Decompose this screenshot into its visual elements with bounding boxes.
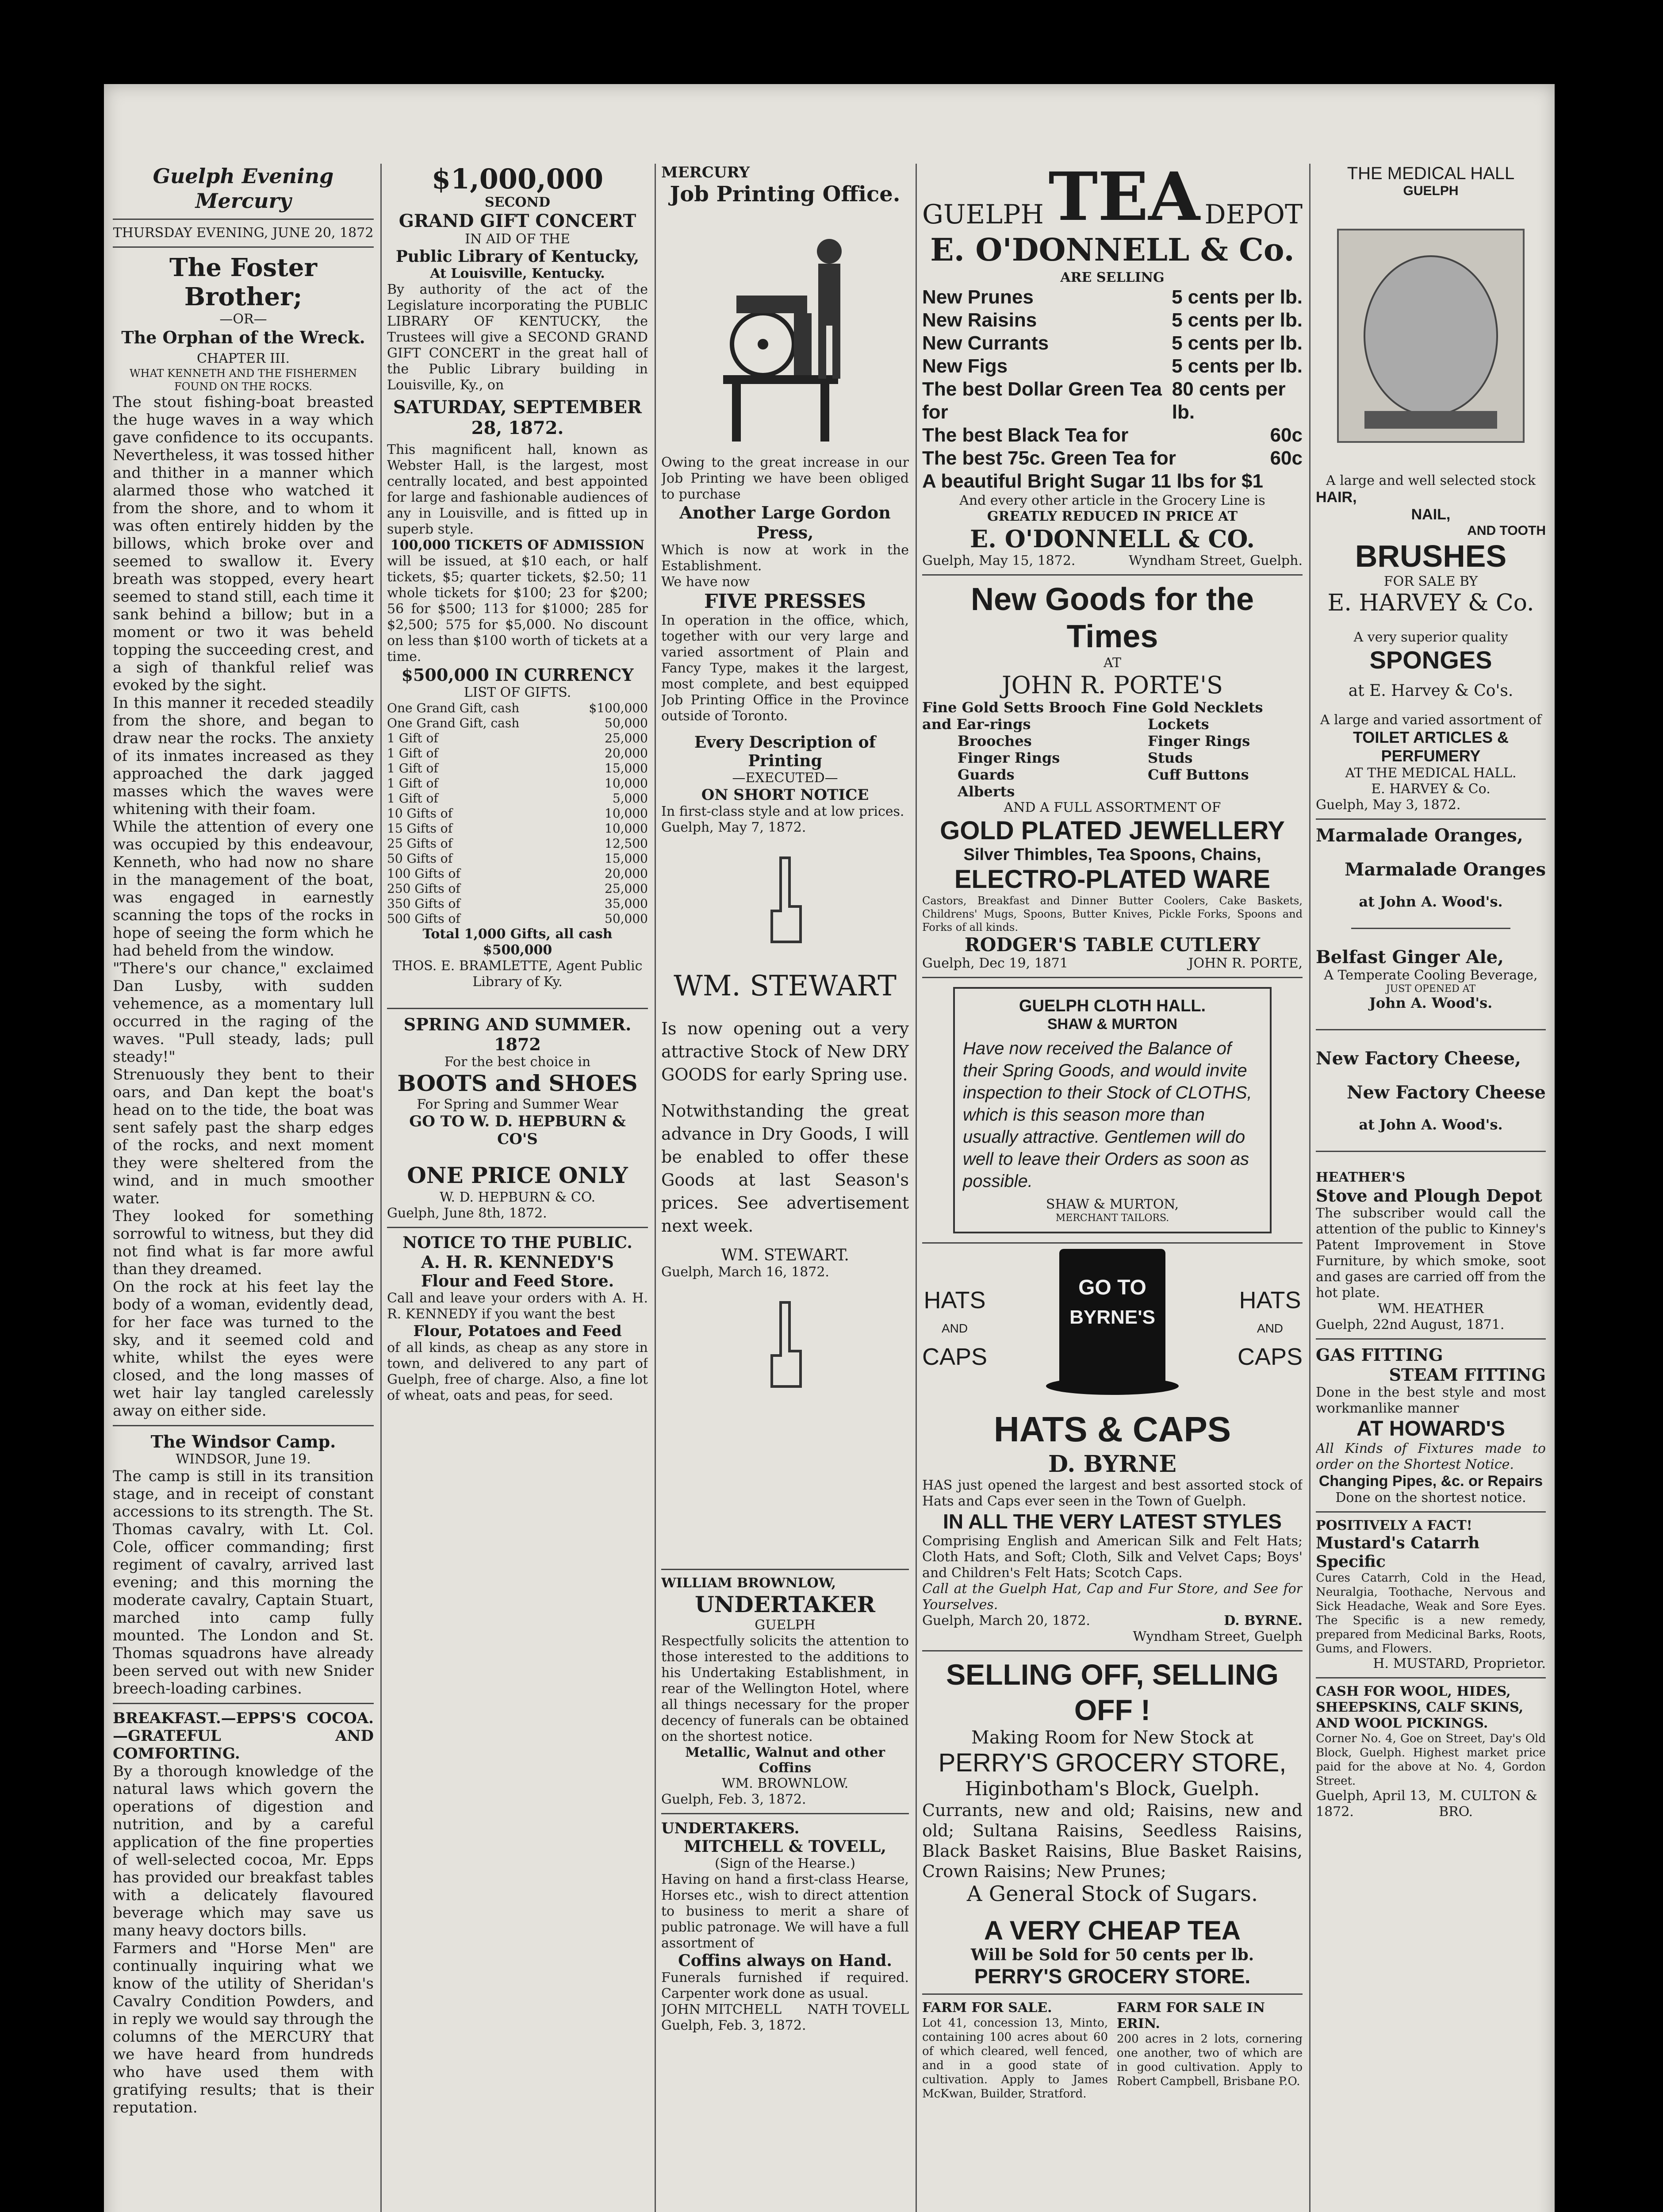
toilet-assortment: A large and varied assortment of [1320,712,1542,728]
tickets-title: 100,000 TICKETS OF ADMISSION [390,538,645,553]
story-paragraph: They looked for something sorrowful to witness, but they did not find what is far more awful than they dreamed. [113,1207,374,1278]
price-item: New Raisins [922,309,1037,331]
cocoa-text: By a thorough knowledge of the natural laws which govern the operations of digestion and nutrition, and by a careful application of the fine properties of well-selected cocoa, Mr. Epps has provided our breakfast tables with a delicately flavoured beverage which may save us many heavy doctors bills. [113,1763,374,1939]
hats-word: HATS [1239,1287,1301,1313]
price-row [922,332,1303,355]
gift-value: 50,000 [605,911,648,926]
assortment-label: AND A FULL ASSORTMENT OF [1004,800,1221,815]
odonnell-date: Guelph, May 15, 1872. [922,553,1076,568]
rodger-heading: RODGER'S TABLE CUTLERY [964,934,1261,956]
jewellery-item: Alberts [958,783,1015,800]
farm-2-text: 200 acres in 2 lots, cornering one another, two of which are in good cultivation. Apply to Robert Campbell, Brisbane P.O. [1117,2032,1303,2088]
price-row [922,447,1303,470]
harvey-signature: E. HARVEY & Co. [1371,781,1491,797]
gifts-title: LIST OF GIFTS. [464,685,571,700]
concert-second: SECOND [485,195,550,210]
mitchell-heading: MITCHELL & TOVELL, [684,1837,886,1856]
currency-heading: $500,000 IN CURRENCY [401,665,634,685]
price-row [922,286,1303,309]
odonnell-footer [922,553,1303,569]
just-opened: JUST OPENED AT [1386,983,1476,995]
five-presses-heading: FIVE PRESSES [704,590,866,613]
concert-amount: $1,000,000 [431,164,604,195]
silver-heading: Silver Thimbles, Tea Spoons, Chains, [963,845,1261,864]
gold-plated-heading: GOLD PLATED JEWELLERY [940,816,1285,845]
price-item: The best Dollar Green Tea for [922,378,1162,423]
hearse-sign: (Sign of the Hearse.) [715,1856,855,1871]
brushes-heading: BRUSHES [1355,539,1507,573]
column-rule [1309,164,1310,2212]
and-word: AND [941,1321,968,1335]
horse-powders-text: Farmers and "Horse Men" are continually inquiring what we know of the utility of Sheridan's Cavalry Condition Powders, and in reply we would say through the columns of the MERCURY that we have heard from hundreds who have used them with gratifying results; that is their reputation. [113,1939,374,2116]
mitchell-signatures [661,2002,909,2018]
selling-off-heading: SELLING OFF, SELLING OFF ! [946,1658,1279,1726]
price-value: 60c [1270,447,1303,469]
every-other: And every other article in the Grocery Line is [959,493,1265,508]
price-item: New Prunes [922,286,1034,308]
shaw-text: Have now received the Balance of their Spring Goods, and would invite inspection to their Stock of CLOTHS, which is this season more than usually attractive. Gentlemen will do well to leave their Orders as soon as possible. [963,1039,1252,1191]
marmalade-heading: Marmalade Oranges, [1316,825,1523,846]
harvey-date: Guelph, May 3, 1872. [1316,797,1461,813]
tea-depot: DEPOT [1204,199,1303,230]
gift-row [387,731,648,746]
price-list [922,286,1303,493]
gift-label: 1 Gift of [387,731,438,745]
mustard-heading: Mustard's Catarrh Specific [1316,1534,1480,1571]
gift-label: 250 Gifts of [387,881,460,896]
farm-ad-2 [1117,2000,1303,2101]
stove-text: The subscriber would call the attention of the public to Kinney's Patent Improvement in Stove Furniture, by which smoke, soot and gases are carried off from the hot plate. [1316,1206,1546,1301]
concert-location: At Louisville, Kentucky. [430,266,605,281]
column-4 [922,164,1303,2101]
ginger-sub: A Temperate Cooling Beverage, [1324,968,1538,983]
gift-row [387,761,648,776]
gift-value: 25,000 [605,731,648,745]
price-item: The best 75c. Green Tea for [922,447,1176,469]
gift-row [387,791,648,806]
general-sugars: A General Stock of Sugars. [966,1882,1258,1906]
odonnell-heading-2: E. O'DONNELL & CO. [969,525,1255,553]
column-rule [380,164,382,2212]
howards-heading: AT HOWARD'S [1356,1417,1505,1440]
cash-footer [1316,1788,1546,1820]
electro-text: Castors, Breakfast and Dinner Butter Coolers, Cake Baskets, Childrens' Mugs, Spoons, Butter Knives, Pickle Forks, Spoons and Forks of all kinds. [922,895,1303,933]
cloth-hall-box [953,987,1272,1233]
sponges-heading: SPONGES [1369,646,1492,674]
porte-date: Guelph, Dec 19, 1871 [922,956,1068,971]
printing-press-illustration [705,216,865,446]
story-subtitle: The Orphan of the Wreck. [121,327,365,347]
latest-styles: IN ALL THE VERY LATEST STYLES [943,1510,1282,1533]
gift-row [387,701,648,716]
concert-agent: THOS. E. BRAMLETTE, Agent Public Library of Ky. [392,958,643,990]
gordon-press-heading: Another Large Gordon Press, [679,503,891,542]
odonnell-address: Wyndham Street, Guelph. [1128,553,1303,568]
five-presses-text: In operation in the office, which, together with our very large and varied assortment of Plain and Fancy Type, makes it the largest, most complete, and best equipped Job Printing Office in the Province outside of Toronto. [661,613,909,724]
funerals-text: Funerals furnished if required. Carpenter work done as usual. [661,1970,909,2001]
brushes-caption: A large and well selected stock [1326,473,1536,488]
heather-date: Guelph, 22nd August, 1871. [1316,1317,1505,1333]
farm-ad-1 [922,2000,1108,2101]
spring-year: 1872 [494,1034,541,1054]
price-value: 60c [1270,424,1303,446]
porte-list-right [1112,699,1303,800]
one-price-heading: ONE PRICE ONLY [407,1162,628,1188]
gift-row [387,746,648,761]
perry-heading: PERRY'S GROCERY STORE, [938,1748,1287,1777]
job-date: Guelph, May 7, 1872. [661,820,806,835]
job-printing-heading: Job Printing Office. [670,182,900,207]
coffins-heading: Coffins always on Hand. [678,1951,892,1970]
boots-sub: For Spring and Summer Wear [417,1097,618,1112]
byrne-signature: D. BYRNE. [1224,1613,1303,1628]
price-value: 5 cents per lb. [1172,309,1303,331]
gift-value: 35,000 [605,896,648,911]
gift-row [387,716,648,731]
shaw-signature: SHAW & MURTON, [1046,1197,1179,1212]
gift-value: 10,000 [605,776,648,791]
cheese-heading-2: New Factory Cheese [1346,1082,1546,1103]
price-value: 80 cents per lb. [1172,378,1286,423]
marmalade-heading-2: Marmalade Oranges [1345,859,1546,880]
nail-label: NAIL, [1411,506,1451,523]
hats-word: HATS [923,1287,986,1313]
shaw-heading: SHAW & MURTON [1047,1016,1178,1033]
medical-guelph: GUELPH [1403,184,1459,198]
steam-fitting: STEAM FITTING [1389,1365,1546,1385]
odonnell-heading: E. O'DONNELL & Co. [930,231,1295,268]
notice-heading: NOTICE TO THE PUBLIC. [402,1233,632,1252]
porte-signature: JOHN R. PORTE, [1188,956,1303,971]
kennedy-text: Call and leave your orders with A. H. R. KENNEDY if you want the best [387,1290,648,1322]
gift-label: 100 Gifts of [387,866,460,881]
hair-label: HAIR, [1316,489,1357,506]
porte-heading: JOHN R. PORTE'S [1001,671,1223,699]
byrne-heading: D. BYRNE [1048,1451,1176,1478]
undertaker-guelph: GUELPH [755,1617,816,1633]
cheese-heading: New Factory Cheese, [1316,1048,1521,1069]
concert-title: GRAND GIFT CONCERT [399,211,636,231]
price-item: A beautiful Bright Sugar 11 lbs for $1 [922,470,1263,492]
story-paragraph: Strenuously they bent to their oars, and Dan kept the boat's head on to the tide, the boat was sent safely past the sharp edges of the rocks, and next moment they were sheltered from the wind, and in much smoother water. [113,1066,374,1207]
jewellery-item: Brooches [958,733,1032,749]
hats-left [922,1286,987,1371]
farm-2-title: FARM FOR SALE IN ERIN. [1117,2000,1265,2032]
column-2 [387,164,648,1404]
jewellery-item: Finger Rings [1148,733,1250,749]
gas-fitting: GAS FITTING [1316,1345,1443,1365]
mustard-text: Cures Catarrh, Cold in the Head, Neuralgia, Toothache, Nervous and Sick Headache, Weak and Sore Eyes. The Specific is a new remedy, prepared from Medicinal Barks, Roots, Gums, and Flowers. [1316,1571,1546,1655]
byrne-address: Wyndham Street, Guelph [1133,1629,1303,1644]
metallic-coffins: Metallic, Walnut and other Coffins [685,1745,885,1776]
heather-signature: WM. HEATHER [1378,1301,1484,1317]
undertaker-date: Guelph, Feb. 3, 1872. [661,1792,806,1807]
concert-authority: By authority of the act of the Legislature incorporating the PUBLIC LIBRARY OF KENTUCKY, the Trustees will give a SECOND GRAND GIFT CONCERT in the great hall of the Public Library building in Louisville, Ky., on [387,282,648,393]
farm-1-title: FARM FOR SALE. [922,2000,1052,2016]
toilet-sub: AT THE MEDICAL HALL. [1345,765,1517,781]
camp-title: The Windsor Camp. [150,1432,336,1452]
stewart-text-2: Notwithstanding the great advance in Dry Goods, I will be enabled to offer these Goods at last Season's prices. See advertisement next week. [661,1101,909,1236]
cash-date: Guelph, April 13, 1872. [1316,1788,1431,1820]
gift-value: 15,000 [605,761,648,776]
mercury-label: MERCURY [661,164,750,181]
cocoa-title: BREAKFAST.—EPPS'S COCOA.—GRATEFUL AND COMFORTING. [113,1709,374,1763]
at-harvey: at E. Harvey & Co's. [1348,682,1514,700]
gift-value: 50,000 [605,716,648,730]
gift-value: $100,000 [589,701,648,715]
harvey-heading: E. HARVEY & Co. [1327,590,1534,616]
column-5 [1316,164,1546,1820]
caps-word: CAPS [922,1344,988,1370]
superior-label: A very superior quality [1353,630,1508,645]
price-item: New Currants [922,332,1049,354]
hats-banner [922,1249,1303,1408]
kennedy-heading: A. H. R. KENNEDY'S [421,1252,614,1272]
cash-signature: M. CULTON & BRO. [1439,1788,1537,1820]
undertakers-heading: UNDERTAKERS. [661,1820,800,1837]
price-row [922,424,1303,447]
stewart-date: Guelph, March 16, 1872. [661,1264,829,1280]
electro-heading: ELECTRO-PLATED WARE [954,865,1271,894]
heather-label: HEATHER'S [1316,1170,1406,1185]
gift-label: 500 Gifts of [387,911,460,926]
pointing-hand-icon [759,853,812,951]
tea-depot-heading [922,164,1303,236]
concert-aid: IN AID OF THE [465,231,570,247]
brushes-illustration [1320,203,1541,469]
byrne-text-2: Comprising English and American Silk and Felt Hats; Cloth Hats, and Soft; Cloth, Silk and Velvet Caps; Boys' and Children's Felt Hats; Scotch Caps. [922,1533,1303,1581]
gift-value: 20,000 [605,866,648,881]
woods-label: at John A. Wood's. [1359,893,1503,910]
gift-label: One Grand Gift, cash [387,716,520,730]
story-or: —OR— [219,311,267,327]
tooth-label: AND TOOTH [1467,523,1546,538]
gift-label: One Grand Gift, cash [387,701,520,715]
undertaker-heading: UNDERTAKER [695,1591,875,1617]
concert-library: Public Library of Kentucky, [395,247,640,266]
price-value: 5 cents per lb. [1172,286,1303,308]
gifts-total: Total 1,000 Gifts, all cash $500,000 [422,926,613,958]
executed-label: —EXECUTED— [732,770,838,786]
chapter-heading: CHAPTER III. [196,351,290,366]
mitchell-signature: JOHN MITCHELL [661,2002,782,2017]
gift-row [387,896,648,911]
perry-text: Currants, new and old; Raisins, new and old; Sultana Raisins, Seedless Raisins, Black Basket Raisins, Blue Basket Raisins, Crown Raisins; New Prunes; [922,1801,1303,1881]
steam-text: Done in the best style and most workmanlike manner [1316,1385,1546,1416]
for-sale-label: FOR SALE BY [1383,574,1478,589]
gift-row [387,821,648,836]
kennedy-text-2: of all kinds, as cheap as any store in town, and delivered to any part of Guelph, free of charge. Also, a fine lot of wheat, oats and peas, for seed. [387,1340,648,1403]
byrne-date: Guelph, March 20, 1872. [922,1613,1090,1628]
farm-1-text: Lot 41, concession 13, Minto, containing 100 acres about 60 of which cleared, well fenced, and in a good state of cultivation. Apply to James McKwan, Builder, Stratford. [922,2016,1108,2101]
byrne-text: HAS just opened the largest and best assorted stock of Hats and Caps ever seen in the Town of Guelph. [922,1478,1303,1509]
changing-pipes: Changing Pipes, &c. or Repairs [1318,1473,1543,1490]
kennedy-sub: Flour and Feed Store. [421,1272,614,1290]
price-item: The best Black Tea for [922,424,1129,446]
gift-row [387,881,648,896]
camp-dateline: WINDSOR, June 19. [176,1452,311,1467]
story-paragraph: While the attention of every one was occupied by this endeavour, Kenneth, who had now no share in the management of the boat, was engaged in earnestly scanning the tops of the rocks in hope of seeing the form which he had beheld from the window. [113,818,374,960]
shaw-sub: MERCHANT TAILORS. [1055,1213,1169,1224]
positive-fact: POSITIVELY A FACT! [1316,1518,1472,1533]
gift-value: 20,000 [605,746,648,760]
gift-label: 1 Gift of [387,791,438,806]
tickets-text: will be issued, at $10 each, or half tickets, $5; quarter tickets, $2.50; 11 whole tickets for $100; 23 for $200; 56 for $500; 113 for $1000; 285 for $2,500; 575 for $5,000. No discount on less than $100 worth of tickets at a time. [387,553,648,664]
boots-heading: BOOTS and SHOES [397,1070,638,1096]
short-notice-text: In first-class style and at low prices. [661,804,904,819]
concert-date: SATURDAY, SEPTEMBER 28, 1872. [393,397,642,438]
chapter-subtitle: WHAT KENNETH AND THE FISHERMEN FOUND ON THE ROCKS. [129,367,357,393]
column-3 [661,164,909,2034]
and-word: AND [1257,1321,1284,1335]
price-value: 5 cents per lb. [1172,355,1303,377]
gift-label: 1 Gift of [387,746,438,760]
mitchell-date: Guelph, Feb. 3, 1872. [661,2018,806,2033]
woods-label-3: at John A. Wood's. [1359,1116,1503,1133]
story-title: The Foster Brother; [169,253,318,311]
hats-caps-heading: HATS & CAPS [993,1409,1231,1449]
undertaker-text: Respectfully solicits the attention to those interested to the additions to his Undertaking Establishment, in rear of the Wellington Hotel, where all things necessary for the proper decency of funerals can be obtained on the shortest notice. [661,1633,909,1744]
gift-label: 25 Gifts of [387,836,452,851]
press-caption: Owing to the great increase in our Job Printing we have been obliged to purchase [661,455,909,502]
camp-text: The camp is still in its transition stage, and in receipt of constant accessions to its strength. The St. Thomas cavalry, with Lt. Col. Cole, officer commanding; first regiment of cavalry, arrived last evening; and this morning the moderate cavalry, Captain Stuart, marched into camp fully mounted. The London and St. Thomas squadrons have already been served out with new Snider breech-loading carbines. [113,1467,374,1697]
spring-sub: For the best choice in [444,1054,591,1070]
masthead-date: THURSDAY EVENING, JUNE 20, 1872 [113,225,374,241]
jewellery-item: Studs [1148,749,1193,766]
farm-ads [922,2000,1303,2101]
perry-heading-2: PERRY'S GROCERY STORE. [974,1965,1251,1988]
gift-list [387,701,648,926]
gift-row [387,836,648,851]
tea-word: TEA [1048,164,1200,236]
gordon-press-sub: Which is now at work in the Establishment. [661,542,909,574]
gift-label: 350 Gifts of [387,896,460,911]
story-paragraph: On the rock at his feet lay the body of a woman, evidently dead, for her face was turned to the sky, and it seemed cold and white, whilst the eyes were closed, and the long masses of wet hair lay tangled carelessly away on either side. [113,1278,374,1420]
fixtures-text: All Kinds of Fixtures made to order on the Shortest Notice. [1316,1441,1546,1472]
toilet-heading: TOILET ARTICLES & PERFUMERY [1353,728,1509,765]
hepburn-signature: W. D. HEPBURN & CO. [439,1190,596,1205]
porte-footer [922,956,1303,972]
story-paragraph: "There's our chance," exclaimed Dan Lusby, with sudden vehemence, as a momentary lull occurred in the raging of the waves. "Pull steady, lads; pull steady!" [113,960,374,1066]
gift-row [387,851,648,866]
ginger-heading: Belfast Ginger Ale, [1316,947,1504,968]
price-value: 5 cents per lb. [1172,332,1303,354]
price-item: New Figs [922,355,1008,377]
cheap-tea-sub: Will be Sold for 50 cents per lb. [970,1946,1254,1964]
gift-label: 1 Gift of [387,761,438,776]
porte-list-left [922,699,1112,800]
hepburn-heading: GO TO W. D. HEPBURN & CO'S [409,1113,626,1148]
every-description-heading: Every Description of Printing [694,733,876,770]
cash-text: Corner No. 4, Goe on Street, Day's Old Block, Guelph. Highest market price paid for the above at No. 4, Gordon Street. [1316,1732,1546,1788]
top-hat-logo [1046,1249,1179,1408]
higinbotham-block: Higinbotham's Block, Guelph. [965,1778,1260,1800]
odonnell-selling: ARE SELLING [1060,270,1165,285]
stewart-text: Is now opening out a very attractive Stock of New DRY GOODS for early Spring use. [661,1019,909,1084]
price-row [922,355,1303,378]
kennedy-items: Flour, Potatoes and Feed [413,1322,622,1340]
price-row [922,470,1303,493]
medical-hall-heading: THE MEDICAL HALL [1347,164,1515,183]
story-paragraph: In this manner it receded steadily from the shore, and began to draw near the rocks. The anxiety of its inmates increased as they approached the dark jagged masses which the waves were whitening with their foam. [113,694,374,818]
gift-label: 50 Gifts of [387,851,452,866]
masthead-title: Guelph Evening Mercury [153,164,334,213]
porte-lists [922,699,1303,800]
newspaper-page [104,84,1555,2212]
gift-label: 15 Gifts of [387,821,452,836]
gift-row [387,866,648,881]
gift-label: 10 Gifts of [387,806,452,821]
new-goods-at: AT [1103,655,1122,671]
short-notice-heading: ON SHORT NOTICE [701,786,869,804]
jewellery-item: Guards [958,766,1015,783]
tea-guelph: GUELPH [922,199,1044,230]
byrne-footer [922,1613,1303,1629]
spring-title: SPRING AND SUMMER. [403,1014,632,1034]
new-goods-heading: New Goods for the Times [970,582,1254,654]
column-rule [655,164,656,2212]
jewellery-item: Finger Rings [958,749,1060,766]
goto-label: GO TO [1078,1276,1146,1299]
hepburn-date: Guelph, June 8th, 1872. [387,1206,547,1221]
jewellery-item: Fine Gold Necklets [1112,699,1263,716]
stewart-heading: WM. STEWART [674,970,897,1002]
gift-value: 10,000 [605,806,648,821]
we-have-label: We have now [661,574,750,590]
gift-value: 25,000 [605,881,648,896]
undertaker-signature: WM. BROWNLOW. [721,1776,849,1791]
jewellery-item: Lockets [1148,716,1209,733]
price-row [922,378,1303,424]
brownlow-name: WILLIAM BROWNLOW, [661,1575,836,1591]
gift-value: 15,000 [605,851,648,866]
cheap-tea-heading: A VERY CHEAP TEA [984,1916,1241,1945]
gift-value: 12,500 [605,836,648,851]
gift-value: 10,000 [605,821,648,836]
price-row [922,309,1303,332]
jewellery-item: Fine Gold Setts Brooch and Ear-rings [922,699,1106,733]
gift-label: 1 Gift of [387,776,438,791]
pointing-hand-icon [759,1298,812,1395]
gift-row [387,806,648,821]
cloth-hall-heading: GUELPH CLOTH HALL. [1019,997,1206,1015]
stewart-signature: WM. STEWART. [721,1246,849,1264]
column-1 [113,164,374,2116]
cash-heading: CASH FOR WOOL, HIDES, SHEEPSKINS, CALF SKINS, AND WOOL PICKINGS. [1316,1684,1524,1731]
gift-row [387,776,648,791]
gift-value: 5,000 [612,791,648,806]
reduced-heading: GREATLY REDUCED IN PRICE AT [987,509,1238,524]
mustard-signature: H. MUSTARD, Proprietor. [1373,1656,1546,1671]
caps-word: CAPS [1237,1344,1303,1370]
byrne-call: Call at the Guelph Hat, Cap and Fur Store, and See for Yourselves. [922,1581,1303,1613]
making-room: Making Room for New Stock at [971,1728,1254,1748]
stove-heading: Stove and Plough Depot [1316,1186,1542,1206]
hats-right [1238,1286,1303,1371]
byrnes-label: BYRNE'S [1069,1306,1155,1328]
changing-sub: Done on the shortest notice. [1335,1490,1526,1505]
woods-label-2: John A. Wood's. [1369,995,1493,1011]
gift-row [387,911,648,926]
jewellery-item: Cuff Buttons [1148,766,1249,783]
story-paragraph: The stout fishing-boat breasted the huge waves in a way which gave confidence to its occupants. Nevertheless, it was tossed hither and thither in a manner which alarmed those who watched it from the shore, and to whom it was often entirely hidden by the billows, which broke over and seemed to swallow it. Every breath was stopped, every heart seemed to stand still, each time it sank behind a billow; but in a moment or two it was beheld topping the succeeding crest, and a sigh of thankful relief was evoked by the sight. [113,393,374,694]
concert-hall: This magnificent hall, known as Webster Hall, is the largest, most centrally located, and best appointed for large and fashionable audiences of any in Louisville, and is fitted up in superb style. [387,442,648,537]
column-rule [916,164,917,2212]
tovell-signature: NATH TOVELL [807,2002,909,2017]
mitchell-text: Having on hand a first-class Hearse, Horses etc., wish to direct attention to business to merit a share of public patronage. We will have a full assortment of [661,1872,909,1951]
